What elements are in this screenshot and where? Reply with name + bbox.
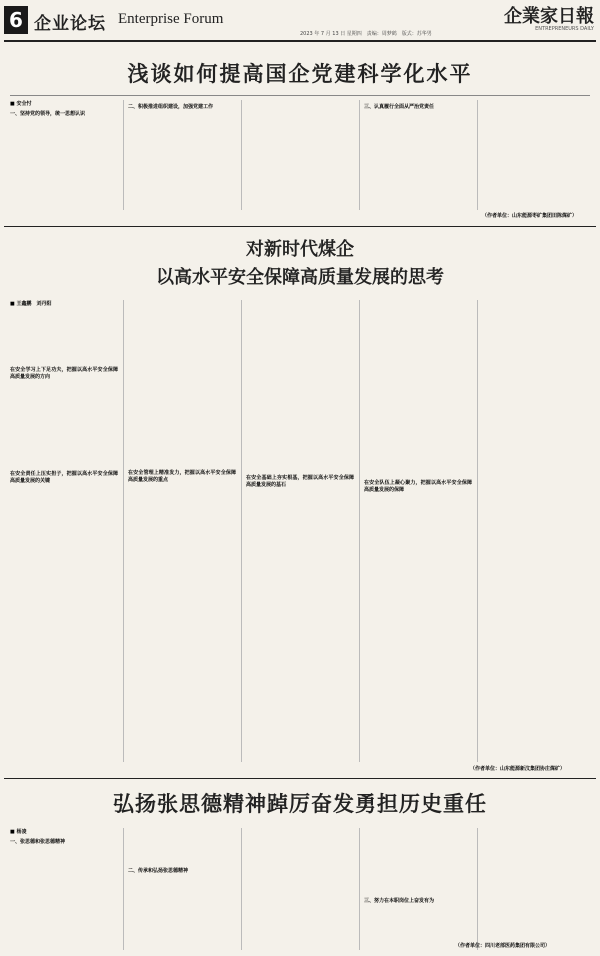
col-divider <box>359 100 360 210</box>
article2-headline-line1: 对新时代煤企 <box>246 239 354 260</box>
header-rule <box>4 40 596 42</box>
article1-byline: ■ 安全忖 <box>10 101 32 107</box>
article3-col2 <box>128 828 236 950</box>
article2-subhead-4: 在安全基础上夯实根基，把握以高水平安全保障高质量发展的基石 <box>246 475 354 488</box>
page-header <box>0 0 600 40</box>
article2-subhead-3: 在安全管理上精准发力，把握以高水平安全保障高质量发展的重点 <box>128 470 236 483</box>
article2-col4 <box>364 300 472 762</box>
article2-col3 <box>246 300 354 762</box>
article3-author: （作者单位：四川老部医药集团有限公司） <box>455 943 551 949</box>
article2-col1 <box>10 300 118 762</box>
article2-headline-line2: 以高水平安全保障高质量发展的思考 <box>156 267 444 288</box>
col-divider <box>241 100 242 210</box>
article3-subhead-1: 一、张思德和张思德精神 <box>10 839 66 845</box>
col-divider <box>123 300 124 762</box>
article3-byline: ■ 杨凌 <box>10 829 27 835</box>
section-rule <box>4 778 596 779</box>
article3-headline: 弘扬张思德精神踔厉奋发勇担历史重任 <box>113 791 487 816</box>
col-divider <box>123 828 124 950</box>
issue-meta: 2023 年 7 月 13 日 星期四 责编：周梦鹤 版式：苏华男 <box>300 31 432 37</box>
article3-col5 <box>482 828 590 940</box>
section-title: 企业论坛 <box>34 14 106 34</box>
article3-subhead-2: 二、传承和弘扬张思德精神 <box>128 868 189 874</box>
col-divider <box>477 300 478 762</box>
article3-col3 <box>246 828 354 950</box>
col-divider <box>359 300 360 762</box>
col-divider <box>123 100 124 210</box>
article2-subhead-1: 在安全学习上下足功夫，把握以高水平安全保障高质量发展的方向 <box>10 367 118 380</box>
newspaper-logo-en: ENTREPRENEURS DAILY <box>535 26 594 32</box>
col-divider <box>241 300 242 762</box>
page-number: 6 <box>4 6 28 34</box>
article1-col4 <box>364 100 472 210</box>
article1-col2 <box>128 100 236 210</box>
col-divider <box>241 828 242 950</box>
article1-subhead-1: 一、坚持党的领导，统一思想认识 <box>10 111 86 117</box>
article1-col3 <box>246 100 354 210</box>
article3-subhead-3: 三、努力在本职岗位上奋发有为 <box>364 898 435 904</box>
newspaper-logo: 企業家日報 <box>504 6 594 27</box>
article2-col5 <box>482 300 590 762</box>
article1-subhead-2: 二、积极推进组织建设，加强党建工作 <box>128 104 214 110</box>
article1-headline: 浅谈如何提高国企党建科学化水平 <box>127 61 473 86</box>
section-rule <box>4 226 596 227</box>
col-divider <box>477 828 478 950</box>
article2-headline <box>0 236 600 292</box>
article2-subhead-5: 在安全队伍上凝心聚力，把握以高水平安全保障高质量发展的保障 <box>364 480 472 493</box>
col-divider <box>477 100 478 210</box>
article2-subhead-2: 在安全责任上压实担子，把握以高水平安全保障高质量发展的关键 <box>10 471 118 484</box>
article1-col5 <box>482 100 590 210</box>
article2-author: （作者单位：山东能源新汶集团协庄煤矿） <box>470 766 566 772</box>
article2-byline: ■ 王鑫鹏 刘丹阳 <box>10 301 52 307</box>
article3-col4 <box>364 828 472 950</box>
article3-col1 <box>10 828 118 950</box>
article2-col2 <box>128 300 236 762</box>
article1-title-rule <box>10 95 590 96</box>
col-divider <box>359 828 360 950</box>
article1-col1 <box>10 100 118 210</box>
section-title-en: Enterprise Forum <box>118 11 224 27</box>
article1-author: （作者单位：山东能源枣矿集团田陈煤矿） <box>482 213 578 219</box>
article1-subhead-3: 三、认真履行全面从严治党责任 <box>364 104 435 110</box>
